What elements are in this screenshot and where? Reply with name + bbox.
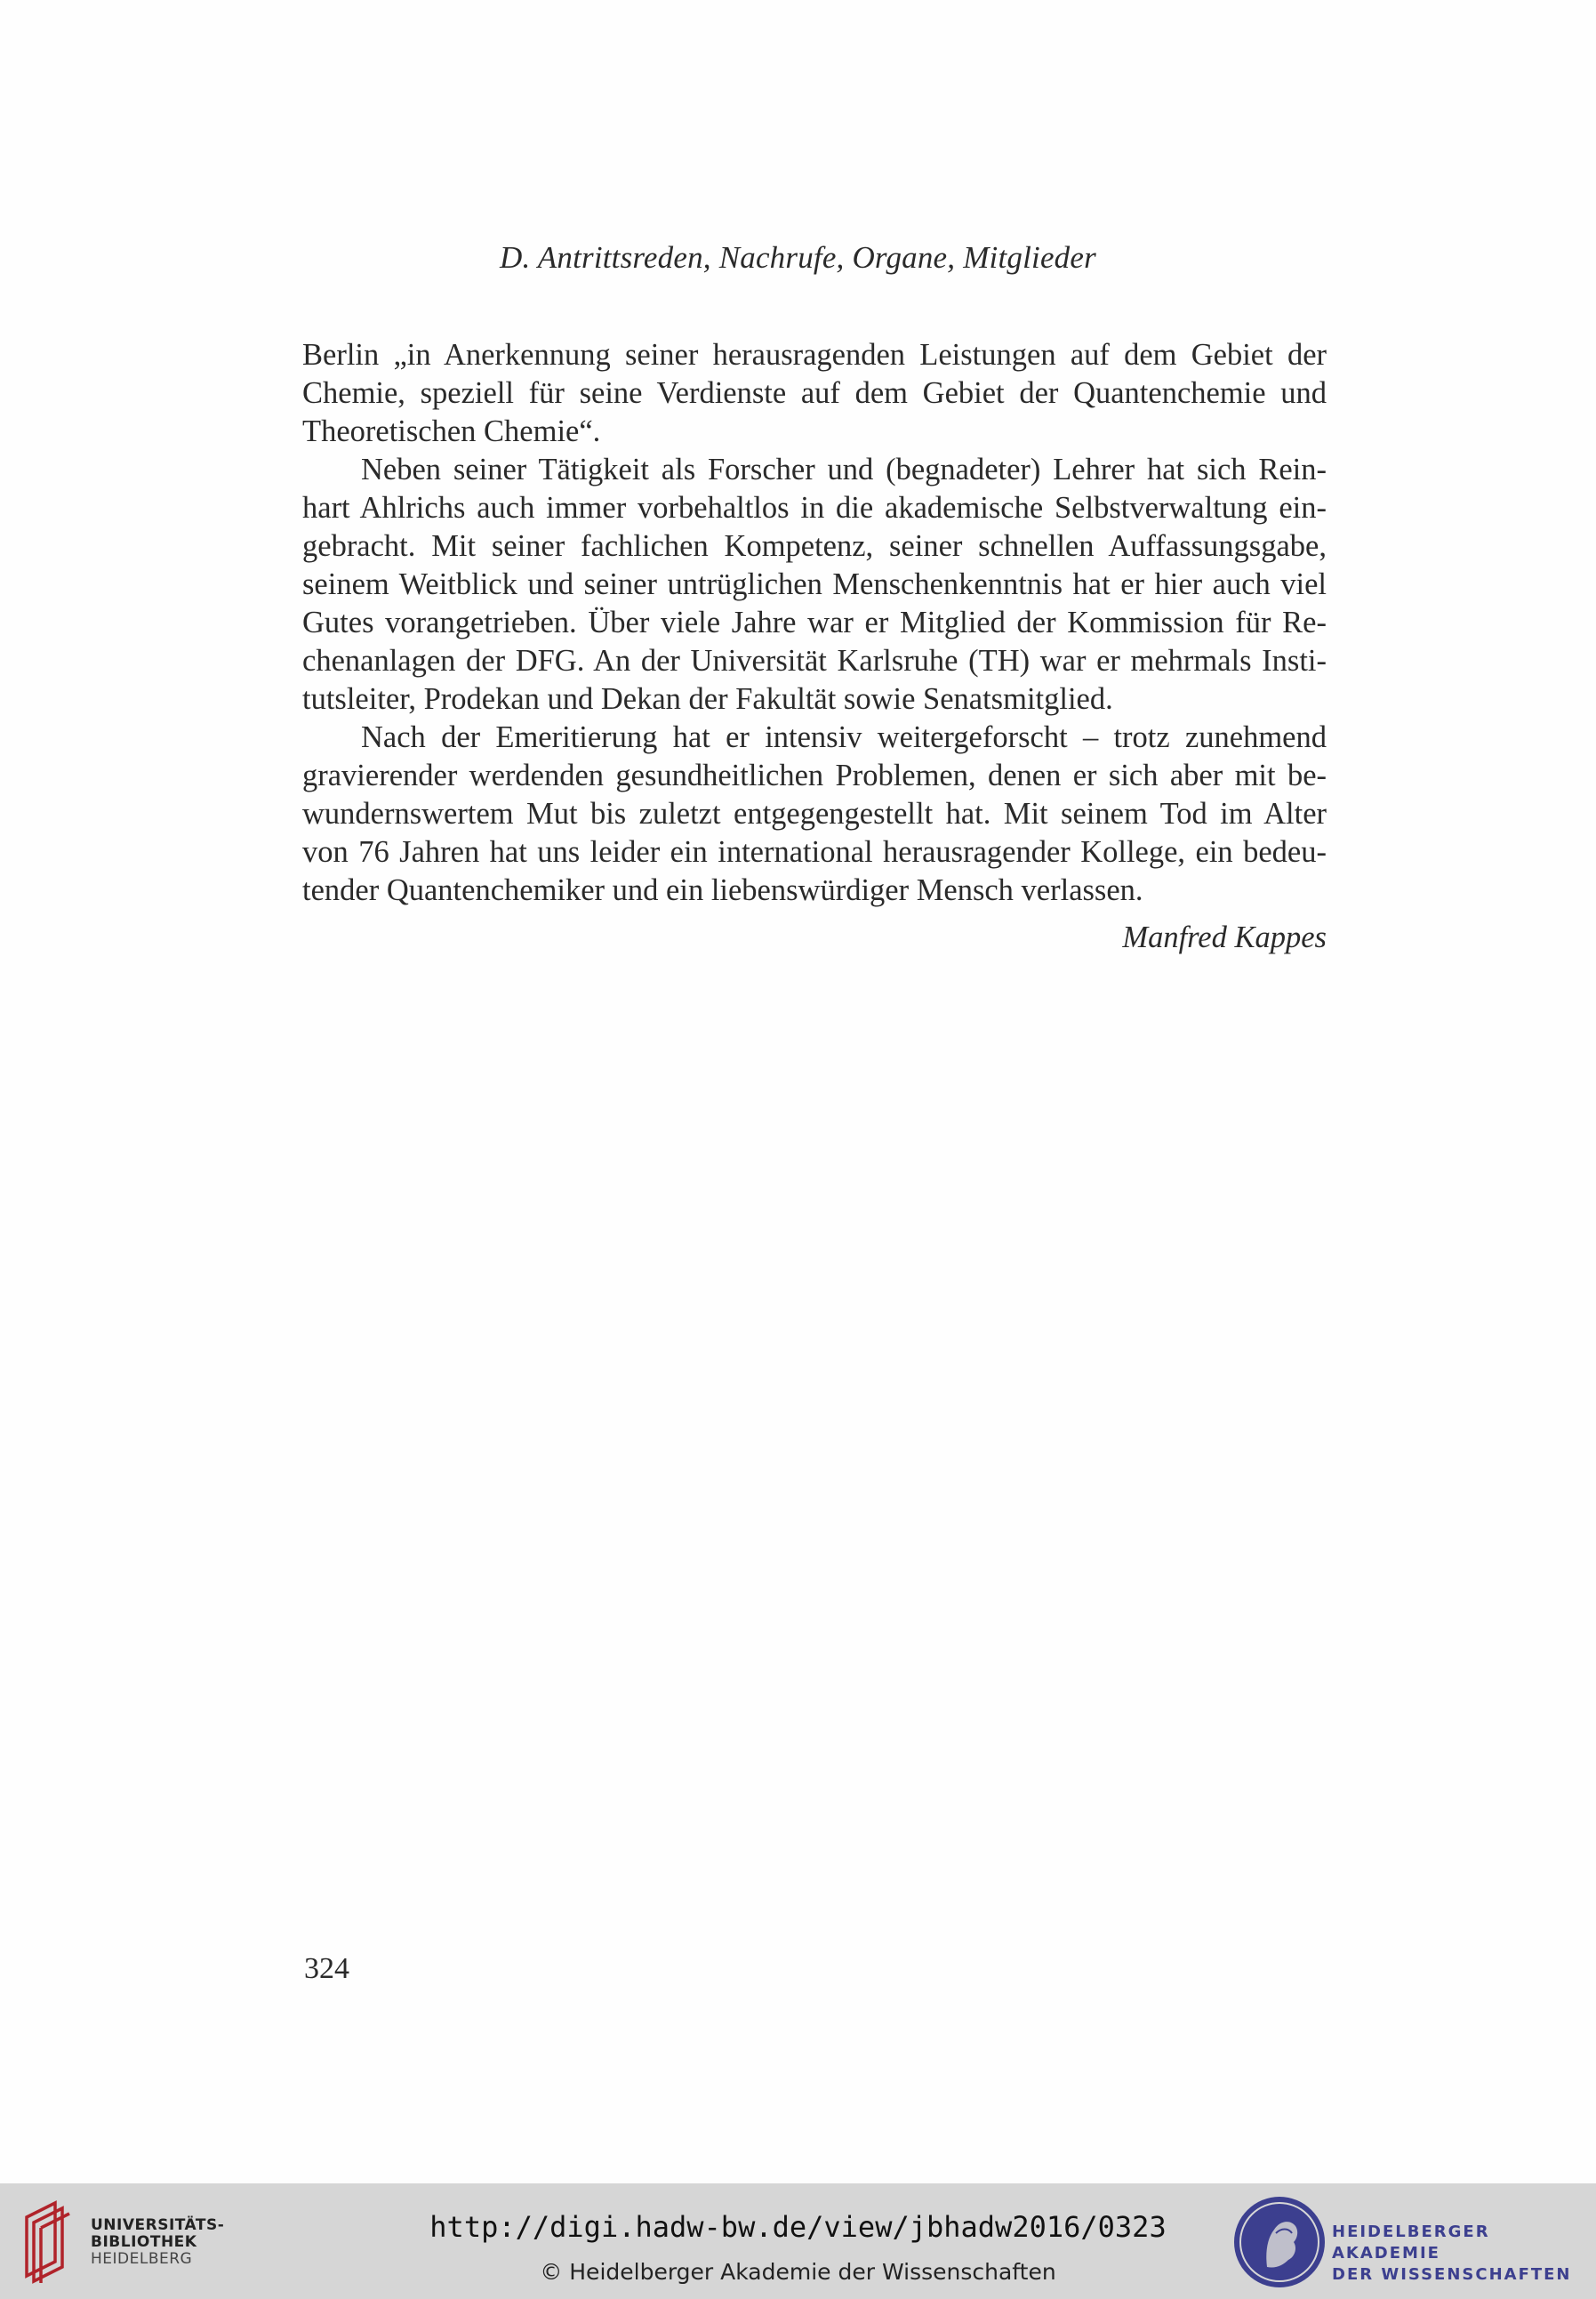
- academy-logo-line: DER WISSENSCHAFTEN: [1332, 2265, 1572, 2284]
- text-line: Theoretischen Chemie“.: [302, 414, 601, 448]
- text-line: Gutes vorangetrieben. Über viele Jahre war er Mitglied der Kommission für Re-: [302, 606, 1327, 639]
- text-line: seinem Weitblick und seiner untrüglichen Menschenkenntnis hat er hier auch viel: [302, 567, 1327, 601]
- copyright-notice: © Heidelberger Akademie der Wissenschaften: [540, 2259, 1056, 2285]
- academy-logo-text: [1332, 2222, 1596, 2286]
- body-text: [302, 336, 1327, 957]
- text-line: hart Ahlrichs auch immer vorbehaltlos in die akademische Selbstverwaltung ein-: [302, 491, 1327, 525]
- library-logo-line: HEIDELBERG: [91, 2250, 193, 2268]
- text-line: gravierender werdenden gesundheitlichen Problemen, denen er sich aber mit be-: [302, 759, 1327, 792]
- academy-seal-icon: [1231, 2194, 1327, 2290]
- library-logo-line: UNIVERSITÄTS-: [91, 2216, 225, 2234]
- academy-logo-line: HEIDELBERGER AKADEMIE: [1332, 2223, 1490, 2263]
- page-number: 324: [304, 1952, 349, 1985]
- running-head: D. Antrittsreden, Nachrufe, Organe, Mitglieder: [500, 240, 1096, 275]
- text-line: von 76 Jahren hat uns leider ein international herausragender Kollege, ein bedeu-: [302, 835, 1327, 869]
- text-line: Berlin „in Anerkennung seiner herausragenden Leistungen auf dem Gebiet der: [302, 338, 1327, 372]
- source-url-link[interactable]: http://digi.hadw-bw.de/view/jbhadw2016/0323: [429, 2210, 1167, 2244]
- library-logo-line: BIBLIOTHEK: [91, 2233, 197, 2251]
- paragraph-1: [302, 336, 1327, 451]
- text-line: chenanlagen der DFG. An der Universität Karlsruhe (TH) war er mehrmals Insti-: [302, 644, 1327, 678]
- text-line: wundernswertem Mut bis zuletzt entgegengestellt hat. Mit seinem Tod im Alter: [302, 797, 1327, 831]
- footer-bar: [0, 2183, 1596, 2299]
- text-line: gebracht. Mit seiner fachlichen Kompetenz, seiner schnellen Auffassungsgabe,: [302, 529, 1327, 563]
- text-line: tender Quantenchemiker und ein liebenswürdiger Mensch verlassen.: [302, 873, 1143, 907]
- author-signature: Manfred Kappes: [1122, 920, 1327, 954]
- text-line: tutsleiter, Prodekan und Dekan der Fakultät sowie Senatsmitglied.: [302, 682, 1113, 716]
- paragraph-2: [302, 451, 1327, 719]
- text-line: Neben seiner Tätigkeit als Forscher und (begnadeter) Lehrer hat sich Rein-: [361, 453, 1327, 486]
- text-line: Nach der Emeritierung hat er intensiv weitergeforscht – trotz zunehmend: [361, 720, 1327, 754]
- paragraph-3: [302, 719, 1327, 910]
- text-line: Chemie, speziell für seine Verdienste auf dem Gebiet der Quantenchemie und: [302, 376, 1327, 410]
